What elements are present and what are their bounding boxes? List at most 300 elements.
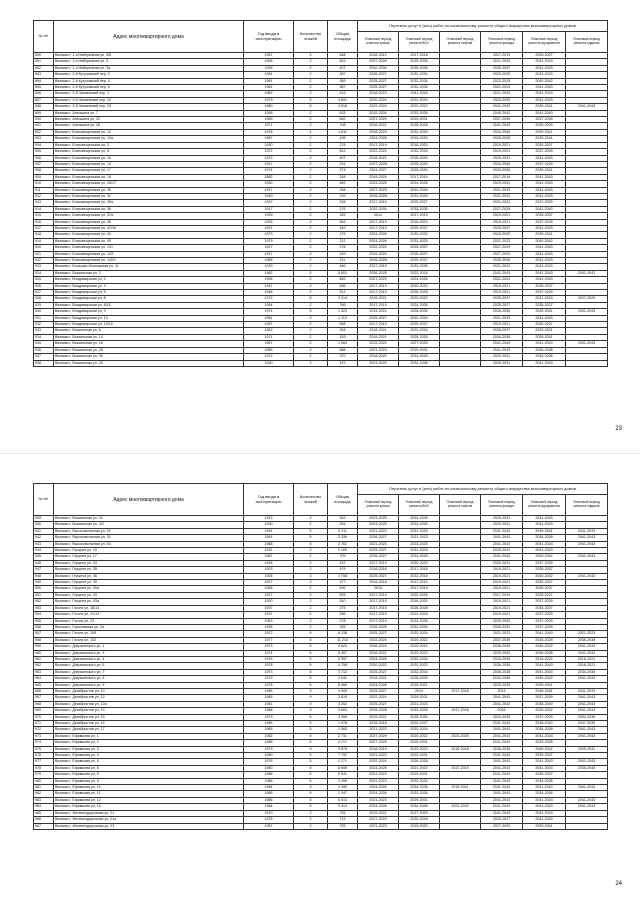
row-vis: 2028-2030 <box>399 676 440 682</box>
row-vis: 2032-2034 <box>399 656 440 662</box>
row-facade: 2041-2043 <box>481 727 523 733</box>
row-area: 466 <box>328 264 358 270</box>
col-roof: Плановый период ремонта крыши <box>358 32 399 53</box>
row-foundation: 2041-2043 <box>523 277 566 283</box>
row-num: 964 <box>34 676 54 682</box>
page-number: 24 <box>615 881 622 887</box>
row-year: 1986 <box>244 778 294 784</box>
row-basement: 2034-2036 <box>566 714 608 720</box>
row-num: 984 <box>34 804 54 810</box>
row-facade: 2041-2043 <box>481 772 523 778</box>
row-foundation: 2041-2043 <box>523 187 566 193</box>
row-floors: 2 <box>294 548 328 554</box>
row-foundation: 2041-2043 <box>523 264 566 270</box>
row-foundation: 2038-2040 <box>523 721 566 727</box>
row-address: Вязники г, Вокзальная ул, 43 <box>54 360 244 366</box>
row-address: Вязники г, Дзержинского ул, 7 <box>54 669 244 675</box>
row-floors: 5 <box>294 270 328 276</box>
col-floors: Количество этажей <box>294 21 328 53</box>
row-roof: 2026-2028 <box>358 258 399 264</box>
row-vis: 2032-2034 <box>399 129 440 135</box>
row-basement: 2041-2043 <box>566 676 608 682</box>
document-page-24 <box>0 453 640 906</box>
row-area: 255 <box>328 624 358 630</box>
row-foundation: 2034-2036 <box>523 778 566 784</box>
row-area: 479 <box>328 567 358 573</box>
row-area: 492 <box>328 586 358 592</box>
row-lifts: 2017-2018 <box>440 708 481 714</box>
row-address: Вязники г, Большая Московская ул, 11 <box>54 264 244 270</box>
row-roof: 2018-2020 <box>358 354 399 360</box>
row-address: Вязники г, Железнодорожная ул, 23 <box>54 823 244 829</box>
row-roof: 2032-2034 <box>358 65 399 71</box>
row-roof: 2017-2019 <box>358 264 399 270</box>
row-year: 1967 <box>244 341 294 347</box>
col-area: Общая площадь <box>328 21 358 53</box>
row-area: 766 <box>328 302 358 308</box>
row-floors: 2 <box>294 586 328 592</box>
col-num: № п/п <box>34 21 54 53</box>
row-basement: 2041-2043 <box>566 309 608 315</box>
row-roof: 2018-2021 <box>358 328 399 334</box>
row-floors: 2 <box>294 65 328 71</box>
row-year: 1956 <box>244 59 294 65</box>
row-foundation: 2035-2037 <box>523 302 566 308</box>
row-address: Вязники г, 1-я Набережная ул, 5/6 <box>54 53 244 59</box>
row-vis: 2032-2034 <box>399 315 440 321</box>
house-repair-table <box>33 20 608 367</box>
row-floors: 2 <box>294 341 328 347</box>
row-address: Вязники г, Вокзальная ул, 18 <box>54 341 244 347</box>
row-address: Вязники г, Владимирская ул, 2 <box>54 277 244 283</box>
row-foundation: 2041-2043 <box>523 631 566 637</box>
row-foundation: 2041-2043 <box>523 296 566 302</box>
row-facade: 2041-2043 <box>481 528 523 534</box>
row-year: 1979 <box>244 714 294 720</box>
row-address: Вязники г, Герцена ул, 43а <box>54 599 244 605</box>
row-floors: 9 <box>294 765 328 771</box>
row-area: 708 <box>328 123 358 129</box>
row-vis: 2034-2036 <box>399 360 440 366</box>
row-area: 1 965 <box>328 727 358 733</box>
row-floors: 5 <box>294 535 328 541</box>
row-num: 922 <box>34 258 54 264</box>
row-num: 948 <box>34 573 54 579</box>
row-roof: 2025-2027 <box>358 85 399 91</box>
row-num: 980 <box>34 778 54 784</box>
row-year: 1980 <box>244 753 294 759</box>
row-vis: 2025-2026 <box>399 592 440 598</box>
row-address: Вязники г, Благовещенская ул, 30 <box>54 187 244 193</box>
row-foundation: 2040-2042 <box>523 573 566 579</box>
col-facade: Плановый период ремонта фасада <box>481 32 523 53</box>
row-area: 483 <box>328 181 358 187</box>
row-year: 1984 <box>244 785 294 791</box>
row-year: 1971 <box>244 123 294 129</box>
row-lifts: 2018-2021 <box>440 785 481 791</box>
row-floors: 2 <box>294 516 328 522</box>
row-year: 1939 <box>244 264 294 270</box>
row-floors: 2 <box>294 193 328 199</box>
row-year: 1961 <box>244 72 294 78</box>
row-floors: 5 <box>294 727 328 733</box>
col-basement: Плановый период ремонта подвала <box>566 32 608 53</box>
row-facade: 2034-2036 <box>481 168 523 174</box>
row-num: 968 <box>34 701 54 707</box>
row-num: 903 <box>34 136 54 142</box>
row-facade: 2015 <box>481 708 523 714</box>
row-num: 970 <box>34 714 54 720</box>
row-num: 982 <box>34 791 54 797</box>
row-address: Вязники г, 3-й Чапаевский пер, 1 <box>54 91 244 97</box>
row-num: 924 <box>34 270 54 276</box>
row-foundation: 2036-2038 <box>523 727 566 733</box>
row-area: 276 <box>328 245 358 251</box>
row-floors: 2 <box>294 85 328 91</box>
row-foundation: 2041-2043 <box>523 663 566 669</box>
row-facade: 2014 <box>481 688 523 694</box>
row-num: 912 <box>34 193 54 199</box>
row-floors: 5 <box>294 778 328 784</box>
row-roof: 2019-2021 <box>358 334 399 340</box>
row-floors: 2 <box>294 213 328 219</box>
row-roof: 2017-2019 <box>358 200 399 206</box>
row-floors: 5 <box>294 740 328 746</box>
row-vis: 2018-2020 <box>399 142 440 148</box>
row-address: Вязники г, Ефимьева ул, 10 <box>54 785 244 791</box>
row-vis: 2029-2031 <box>399 753 440 759</box>
row-year: 1917 <box>244 187 294 193</box>
row-floors: 5 <box>294 797 328 803</box>
row-facade: 2041-2043 <box>481 535 523 541</box>
row-facade: 2041-2043 <box>481 341 523 347</box>
row-year: 1925 <box>244 219 294 225</box>
row-vis: 2021-2023 <box>399 535 440 541</box>
row-vis: 2029-2031 <box>399 772 440 778</box>
row-foundation: 2029-2032 <box>523 708 566 714</box>
row-basement: 2041-2043 <box>566 701 608 707</box>
row-roof: 2024-2027 <box>358 168 399 174</box>
row-roof: 2021-2023 <box>358 823 399 829</box>
row-foundation: 2033-2035 <box>523 740 566 746</box>
row-foundation: 2035-2037 <box>523 753 566 759</box>
row-facade: 2029-2031 <box>481 516 523 522</box>
row-floors: 2 <box>294 245 328 251</box>
row-year: 1972 <box>244 354 294 360</box>
row-num: 917 <box>34 225 54 231</box>
row-foundation: 2035-2037 <box>523 772 566 778</box>
row-floors: 2 <box>294 187 328 193</box>
row-area: 4 691 <box>328 97 358 103</box>
row-floors: 2 <box>294 264 328 270</box>
row-foundation: 2037-2039 <box>523 219 566 225</box>
row-foundation: 2037-2039 <box>523 612 566 618</box>
row-facade: 2034-2036 <box>481 309 523 315</box>
row-vis: 2028-2030 <box>399 334 440 340</box>
row-area: 4 455 <box>328 785 358 791</box>
row-year: 1882 <box>244 174 294 180</box>
row-area: 279 <box>328 232 358 238</box>
row-facade: 2041-2043 <box>481 347 523 353</box>
row-roof: 2026-2028 <box>358 708 399 714</box>
row-facade: 2017-2019 <box>481 592 523 598</box>
row-facade: 2019-2021 <box>481 213 523 219</box>
row-facade: 2034-2036 <box>481 714 523 720</box>
row-foundation: 2041-2043 <box>523 155 566 161</box>
row-area: 5 875 <box>328 746 358 752</box>
row-floors: 2 <box>294 823 328 829</box>
row-vis: 2024-2026 <box>399 618 440 624</box>
row-address: Вязники г, Декабристов ул, 12а <box>54 701 244 707</box>
row-area: 3 214 <box>328 296 358 302</box>
table-body <box>34 516 608 830</box>
row-facade: 2019-2021 <box>481 219 523 225</box>
row-basement: 2036-2038 <box>566 637 608 643</box>
row-floors: 2 <box>294 612 328 618</box>
row-floors: 9 <box>294 688 328 694</box>
row-roof: 2018-2023 <box>358 91 399 97</box>
row-vis: 2016-2023 <box>399 219 440 225</box>
row-facade: 2019-2021 <box>481 149 523 155</box>
row-roof: 2016-2018 <box>358 567 399 573</box>
row-address: Вязники г, 1-я Набережная ул, 3а <box>54 65 244 71</box>
row-year: 1920 <box>244 599 294 605</box>
row-facade: 2025-2027 <box>481 817 523 823</box>
col-num: № п/п <box>34 484 54 516</box>
row-vis: 2024-2026 <box>399 181 440 187</box>
row-foundation: 2037-2039 <box>523 695 566 701</box>
row-num: 953 <box>34 605 54 611</box>
row-year: 1979 <box>244 238 294 244</box>
row-address: Вязники г, Декабристов ул, 10 <box>54 688 244 694</box>
row-num: 973 <box>34 733 54 739</box>
row-address: Вязники г, Гоголя ул, 23 <box>54 618 244 624</box>
row-foundation: 2035-2037 <box>523 567 566 573</box>
row-roof: 2028-2029 <box>358 129 399 135</box>
row-vis: 2032-2034 <box>399 573 440 579</box>
row-num: 949 <box>34 580 54 586</box>
row-facade: 2029-2031 <box>481 560 523 566</box>
row-vis: 2021-2023 <box>399 701 440 707</box>
row-foundation: 2041-2043 <box>523 91 566 97</box>
row-facade: 2037-2039 <box>481 117 523 123</box>
row-year: 1972 <box>244 676 294 682</box>
row-foundation: 2041-2043 <box>523 72 566 78</box>
row-area: 234 <box>328 200 358 206</box>
row-basement: 2041-2043 <box>566 708 608 714</box>
row-area: 1 084 <box>328 341 358 347</box>
row-num: 961 <box>34 656 54 662</box>
row-year: 1969 <box>244 117 294 123</box>
row-year: 1957 <box>244 823 294 829</box>
row-address: Вязники г, Ефимьева ул, 6 <box>54 765 244 771</box>
row-address: Вязники г, 3-й Чапаевский пер, 23 <box>54 104 244 110</box>
row-year: 1930 <box>244 142 294 148</box>
row-area: 561 <box>328 219 358 225</box>
row-floors: 2 <box>294 142 328 148</box>
row-roof: 2024-2026 <box>358 682 399 688</box>
row-floors: 2 <box>294 110 328 116</box>
row-num: 920 <box>34 245 54 251</box>
row-address: Вязники г, Владимирская ул, 8 <box>54 296 244 302</box>
row-year: 1991 <box>244 535 294 541</box>
row-foundation: 2040-2042 <box>523 238 566 244</box>
row-basement: 2021-2023 <box>566 631 608 637</box>
col-year: Год ввода в эксплуатацию <box>244 21 294 53</box>
row-address: Вязники г, Благовещенская ул, 26/17 <box>54 181 244 187</box>
row-facade: 2023-2025 <box>481 97 523 103</box>
row-area: 387 <box>328 72 358 78</box>
row-address: Вязники г, Ефимьева ул, 11 <box>54 791 244 797</box>
row-basement: 2041-2043 <box>566 541 608 547</box>
row-floors: 2 <box>294 322 328 328</box>
row-roof: 2022-2024 <box>358 759 399 765</box>
row-facade: 2034-2036 <box>481 129 523 135</box>
row-area: 212 <box>328 238 358 244</box>
row-facade: 2025-2027 <box>481 302 523 308</box>
row-address: Вязники г, Ефимьева ул, 5 <box>54 759 244 765</box>
row-facade: 2021-2023 <box>481 631 523 637</box>
row-area: 1 978 <box>328 721 358 727</box>
row-facade: 2041-2043 <box>481 804 523 810</box>
row-vis: 2041-2043 <box>399 91 440 97</box>
row-facade: 2041-2043 <box>481 701 523 707</box>
row-vis: 2017-2018 <box>399 53 440 59</box>
row-foundation: 2037-2039 <box>523 290 566 296</box>
row-num: 945 <box>34 554 54 560</box>
row-area: 278 <box>328 618 358 624</box>
row-floors: 2 <box>294 624 328 630</box>
row-basement: 2041-2043 <box>566 104 608 110</box>
row-roof: 2016-2021 <box>358 123 399 129</box>
row-foundation: 2035-2037 <box>523 605 566 611</box>
row-area: 612 <box>328 149 358 155</box>
row-vis: 2033-2035 <box>399 193 440 199</box>
row-vis: 2020-2022 <box>399 733 440 739</box>
row-vis: 2031-2033 <box>399 548 440 554</box>
row-foundation: 2041-2043 <box>523 193 566 199</box>
row-year: 1972 <box>244 155 294 161</box>
row-address: Вязники г, Декабристов ул, 17 <box>54 727 244 733</box>
row-roof: 2017-2019 <box>358 302 399 308</box>
row-roof: 2024-2026 <box>358 765 399 771</box>
row-year: 1988 <box>244 541 294 547</box>
row-area: 449 <box>328 225 358 231</box>
row-roof: 2017-2019 <box>358 592 399 598</box>
row-roof: 2019-2024 <box>358 174 399 180</box>
row-num: 971 <box>34 721 54 727</box>
row-floors: 2 <box>294 810 328 816</box>
row-num: 921 <box>34 251 54 257</box>
row-roof: 2025-2027 <box>358 701 399 707</box>
row-address: Вязники г, Высоковольтная ул, 31 <box>54 535 244 541</box>
row-floors: 2 <box>294 59 328 65</box>
row-vis: 2027-2029 <box>399 810 440 816</box>
row-facade: 2036-2038 <box>481 746 523 752</box>
row-vis: 2032-2034 <box>399 149 440 155</box>
row-foundation: 2035-2037 <box>523 322 566 328</box>
row-area: 274 <box>328 168 358 174</box>
row-vis: 2014 <box>399 688 440 694</box>
row-basement: 2034-2036 <box>566 669 608 675</box>
row-floors: 2 <box>294 599 328 605</box>
row-floors: 2 <box>294 238 328 244</box>
row-year: 1961 <box>244 85 294 91</box>
row-area: 304 <box>328 328 358 334</box>
row-area: 4 516 <box>328 104 358 110</box>
row-foundation: 2037-2039 <box>523 714 566 720</box>
row-num: 938 <box>34 360 54 366</box>
row-vis: 2032-2034 <box>399 85 440 91</box>
row-floors: 9 <box>294 785 328 791</box>
row-year: 1957 <box>244 53 294 59</box>
row-basement: 2037-2039 <box>566 721 608 727</box>
row-num: 894 <box>34 78 54 84</box>
row-roof: 2027-2029 <box>358 733 399 739</box>
row-roof: 2016-2018 <box>358 580 399 586</box>
row-facade: 2019-2021 <box>481 605 523 611</box>
row-facade: 2029-2031 <box>481 522 523 528</box>
col-lifts: Плановый период ремонта лифтов <box>440 495 481 516</box>
row-area: 6 457 <box>328 650 358 656</box>
row-year: 1962 <box>244 91 294 97</box>
row-address: Вязники г, Антошина ул, 22 <box>54 117 244 123</box>
row-roof: 2024-2026 <box>358 804 399 810</box>
row-floors: 2 <box>294 580 328 586</box>
row-basement: 2029-2031 <box>566 746 608 752</box>
row-area: 562 <box>328 117 358 123</box>
row-vis: 2025-2027 <box>399 245 440 251</box>
row-address: Вязники г, Благовещенская ул, 19 <box>54 174 244 180</box>
row-num: 965 <box>34 682 54 688</box>
row-floors: 2 <box>294 347 328 353</box>
row-area: 3 604 <box>328 708 358 714</box>
row-num: 972 <box>34 727 54 733</box>
row-vis: 2030-2032 <box>399 778 440 784</box>
row-facade: 2017-2019 <box>481 174 523 180</box>
row-facade: 2021-2023 <box>481 91 523 97</box>
row-foundation: 2041-2043 <box>523 765 566 771</box>
row-facade: 2017-2019 <box>481 53 523 59</box>
row-area: 712 <box>328 817 358 823</box>
row-vis: 2028-2030 <box>399 168 440 174</box>
row-year: 1947 <box>244 283 294 289</box>
row-num: 914 <box>34 206 54 212</box>
row-foundation: 2041-2043 <box>523 817 566 823</box>
row-lifts: 2022-2022 <box>440 804 481 810</box>
row-num: 979 <box>34 772 54 778</box>
row-facade: 2019-2021 <box>481 290 523 296</box>
row-facade: 2029-2031 <box>481 354 523 360</box>
row-facade: 2034-2036 <box>481 676 523 682</box>
row-vis: 2016-2020 <box>399 136 440 142</box>
row-address: Вязники г, Вокзальная ул, 40 <box>54 354 244 360</box>
row-address: Вязники г, Декабристов ул, 14 <box>54 708 244 714</box>
row-floors: 5 <box>294 97 328 103</box>
row-vis: 2029-2031 <box>399 695 440 701</box>
row-roof: 2019-2021 <box>358 296 399 302</box>
row-year: 1979 <box>244 97 294 103</box>
row-vis: 2029-2031 <box>399 347 440 353</box>
row-year: 1978 <box>244 129 294 135</box>
row-area: 277 <box>328 580 358 586</box>
col-vis: Плановый период ремонта ВИС <box>399 495 440 516</box>
row-facade: 2035-2037 <box>481 296 523 302</box>
row-area: 370 <box>328 354 358 360</box>
row-vis: 2034-2036 <box>399 804 440 810</box>
row-address: Вязники г, Благовещенская ул, 12 <box>54 129 244 135</box>
row-address: Вязники г, Ефимьева ул, 14 <box>54 804 244 810</box>
